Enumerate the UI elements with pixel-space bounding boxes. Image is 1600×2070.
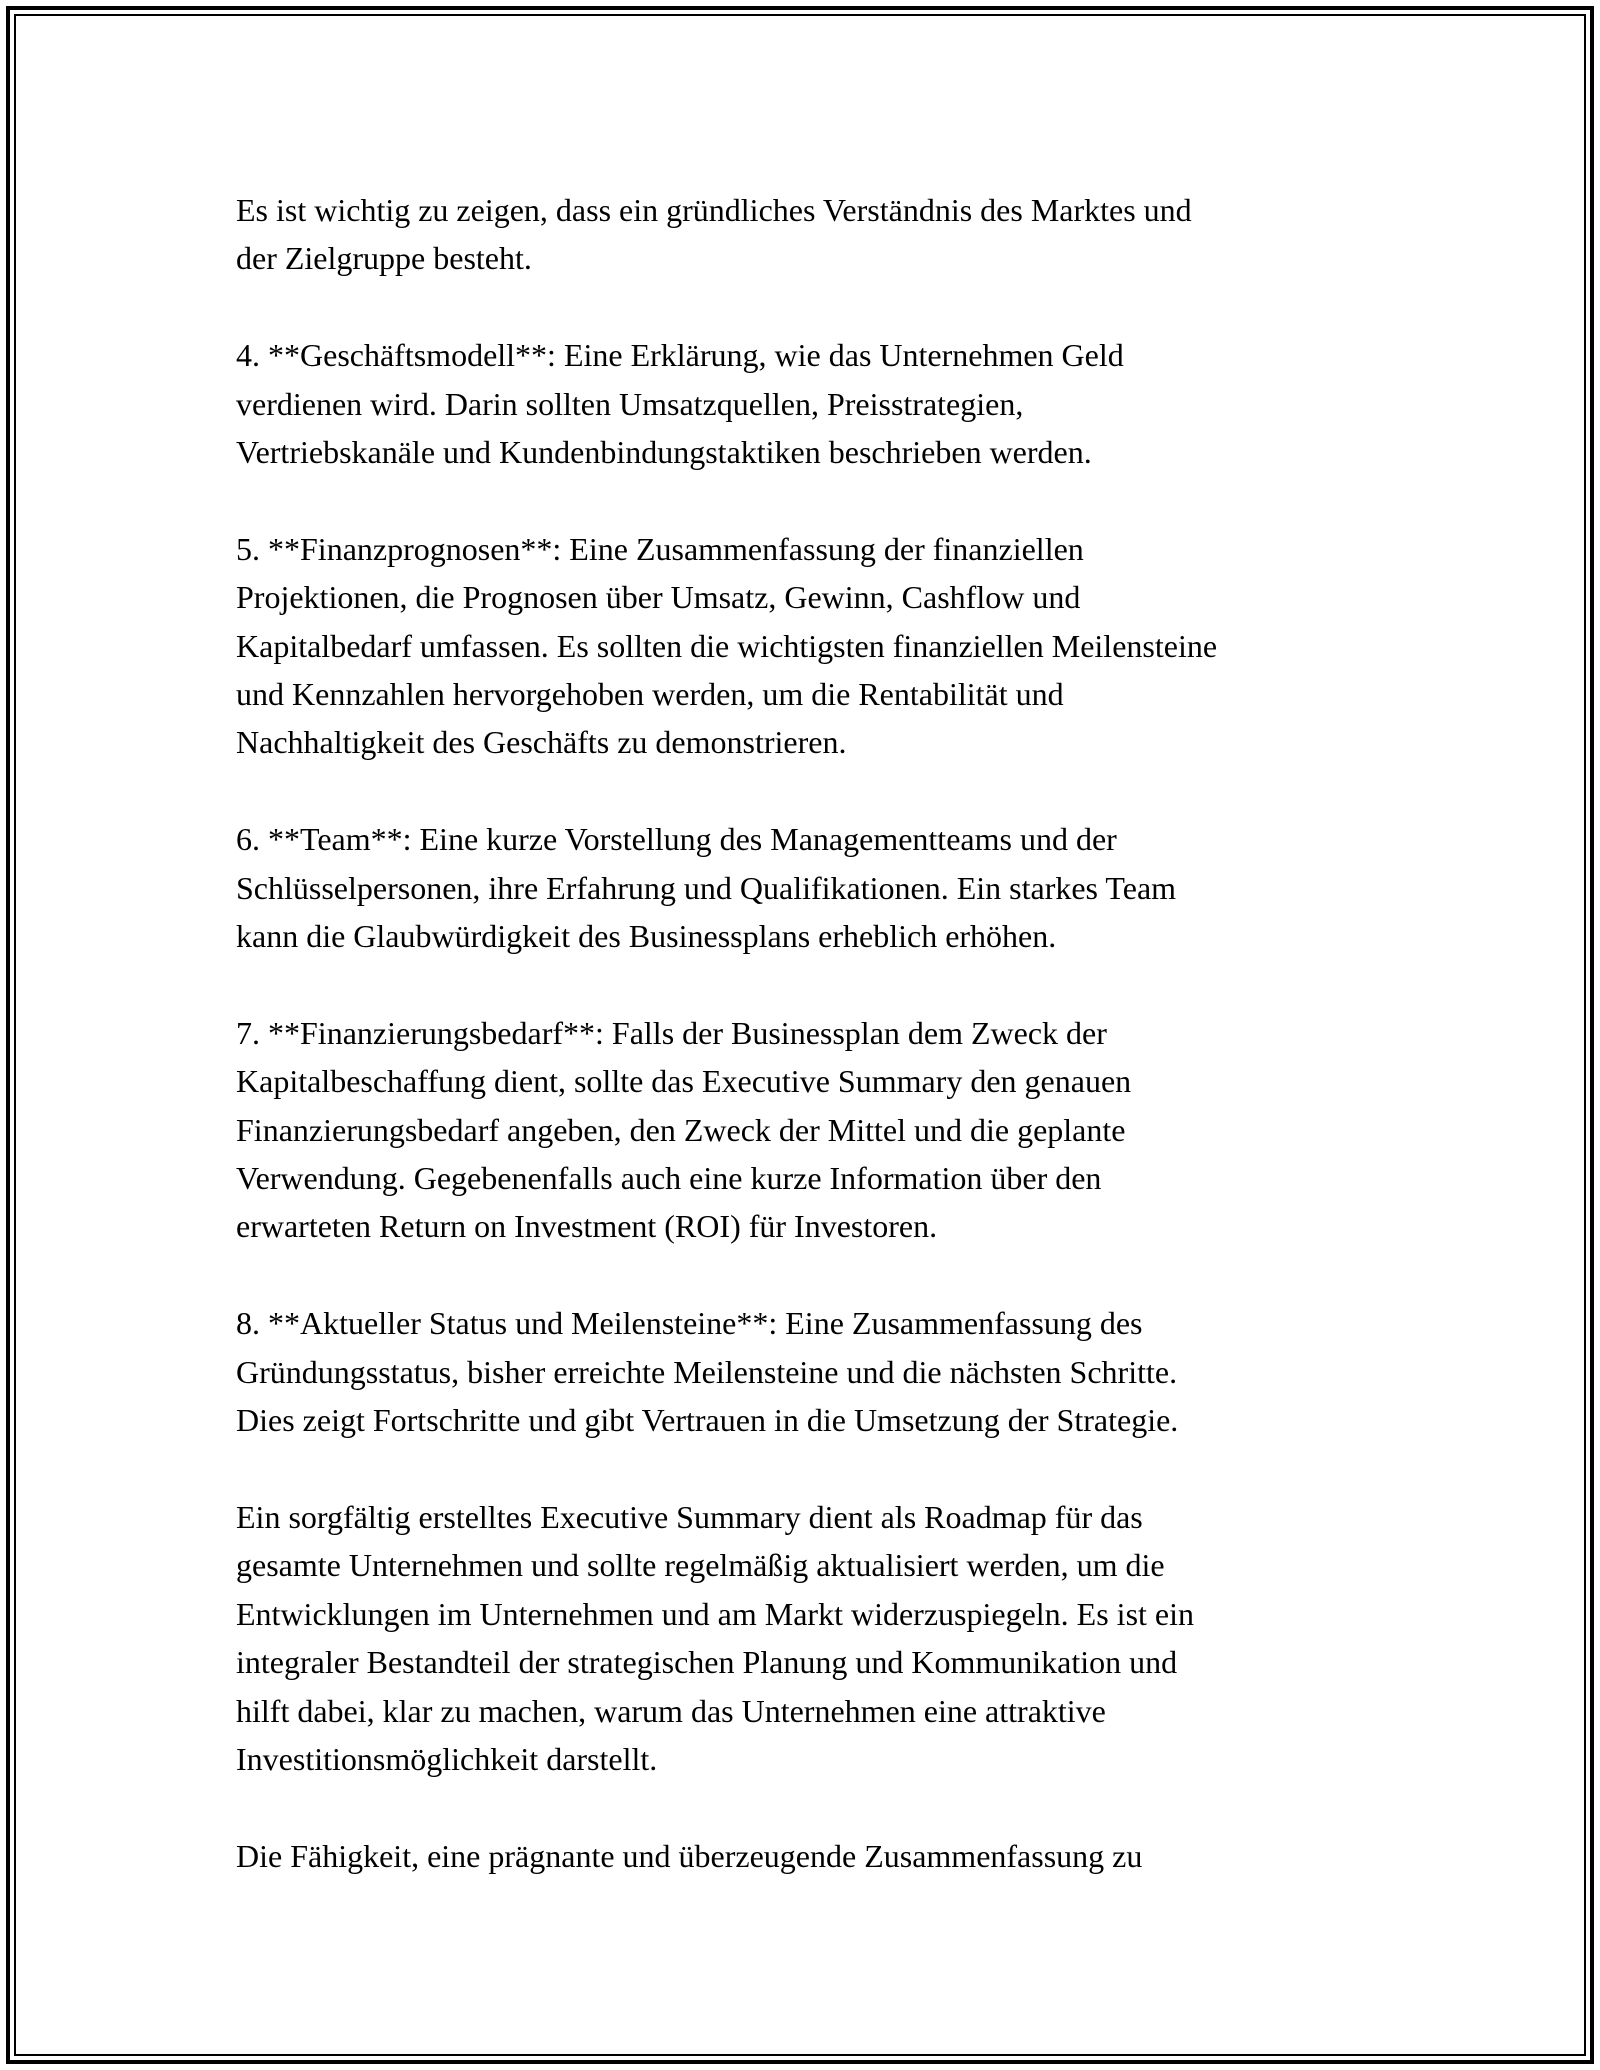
paragraph-roadmap-summary: Ein sorgfältig erstelltes Executive Summary dient als Roadmap für das gesamte Unternehmen und sollte regelmäßig aktualisiert werden, um die Entwicklungen im Unternehmen und am Markt widerzuspiegeln. Es ist ein integraler Bestandteil der strategischen Planung und Kommunikation und hilft dabei, klar zu machen, warum das Unternehmen eine attraktive Investitionsmöglichkeit darstellt. bbox=[236, 1498, 1194, 1777]
document-body bbox=[236, 186, 1366, 1880]
paragraph-team: 6. **Team**: Eine kurze Vorstellung des Managementteams und der Schlüsselpersonen, ihre Erfahrung und Qualifikationen. Ein starkes Team kann die Glaubwürdigkeit des Businessplans erheblich erhöhen. bbox=[236, 821, 1177, 955]
paragraph-market-understanding: Es ist wichtig zu zeigen, dass ein gründliches Verständnis des Marktes und der Zielgruppe besteht. bbox=[236, 192, 1192, 277]
paragraph-status-milestones: 8. **Aktueller Status und Meilensteine**: Eine Zusammenfassung des Gründungsstatus, bisher erreichte Meilensteine und die nächsten Schritte. Dies zeigt Fortschritte und gibt Vertrauen in die Umsetzung der Strategie. bbox=[236, 1305, 1179, 1439]
paragraph-business-model: 4. **Geschäftsmodell**: Eine Erklärung, wie das Unternehmen Geld verdienen wird. Darin sollten Umsatzquellen, Preisstrategien, Vertriebskanäle und Kundenbindungstaktiken beschrieben werden. bbox=[236, 337, 1124, 471]
paragraph-concise-summary: Die Fähigkeit, eine prägnante und überzeugende Zusammenfassung zu bbox=[236, 1837, 1143, 1874]
paragraph-financial-forecasts: 5. **Finanzprognosen**: Eine Zusammenfassung der finanziellen Projektionen, die Prognosen über Umsatz, Gewinn, Cashflow und Kapitalbedarf umfassen. Es sollten die wichtigsten finanziellen Meilensteine und Kennzahlen hervorgehoben werden, um die Rentabilität und Nachhaltigkeit des Geschäfts zu demonstrieren. bbox=[236, 530, 1218, 761]
paragraph-financing-needs: 7. **Finanzierungsbedarf**: Falls der Businessplan dem Zweck der Kapitalbeschaffung dient, sollte das Executive Summary den genauen Finanzierungsbedarf angeben, den Zweck der Mittel und die geplante Verwendung. Gegebenenfalls auch eine kurze Information über den erwarteten Return on Investment (ROI) für Investoren. bbox=[236, 1014, 1132, 1245]
